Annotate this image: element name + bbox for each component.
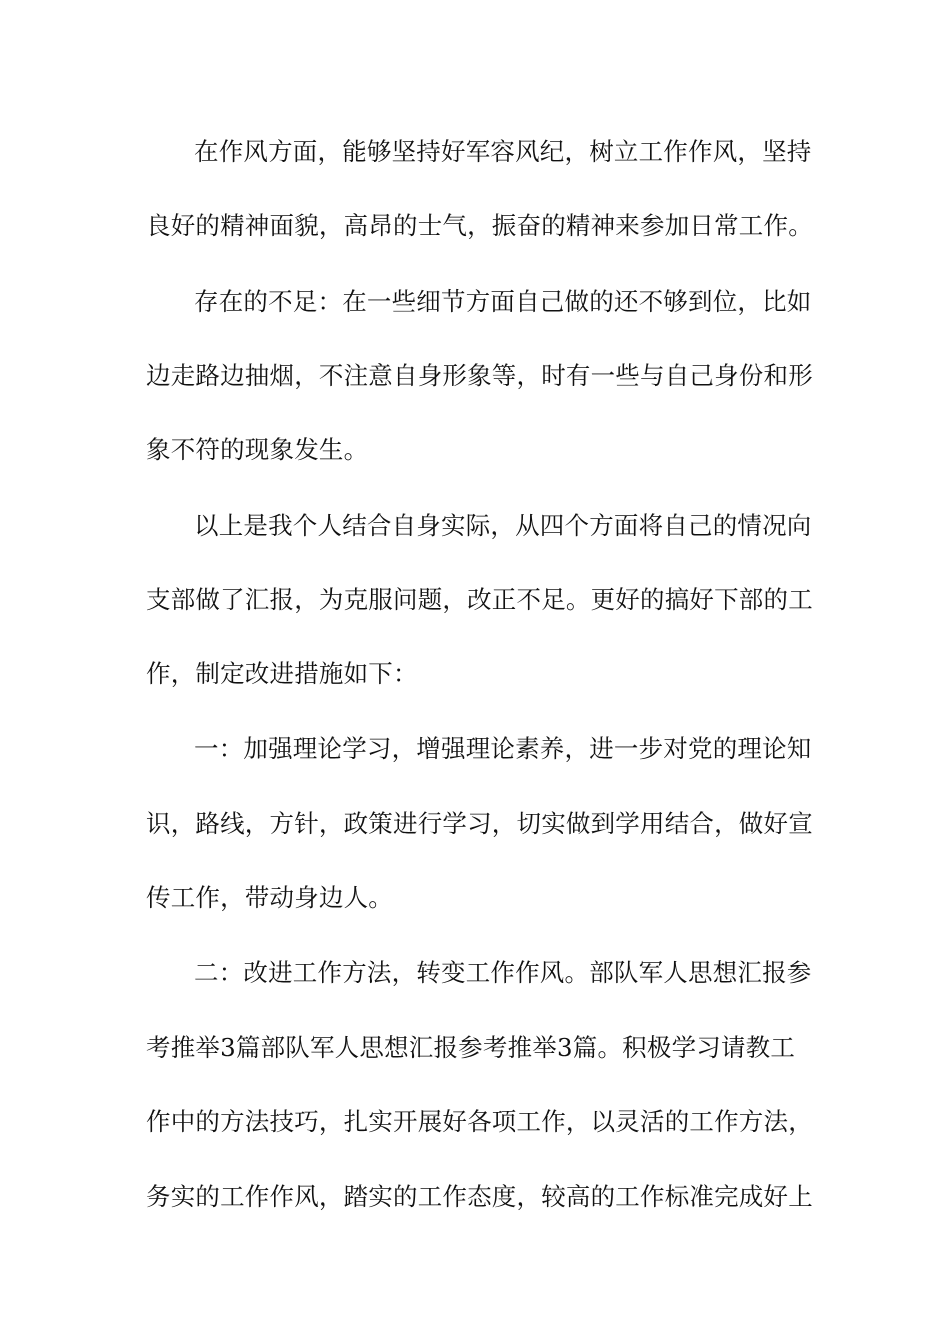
paragraph-line: 作，制定改进措施如下： [146,659,418,688]
paragraph-line: 作中的方法技巧，扎实开展好各项工作，以灵活的工作方法， [146,1107,813,1136]
paragraph-line: 二：改进工作方法，转变工作作风。部队军人思想汇报参 [194,958,812,987]
paragraph-line: 传工作，带动身边人。 [146,883,393,912]
paragraph-line: 象不符的现象发生。 [146,435,369,464]
paragraph-line: 考推举3篇部队军人思想汇报参考推举3篇。积极学习请教工 [146,1033,796,1062]
paragraph-line: 务实的工作作风，踏实的工作态度，较高的工作标准完成好上 [146,1182,813,1211]
paragraph-line: 良好的精神面貌，高昂的士气，振奋的精神来参加日常工作。 [146,211,813,240]
paragraph-line: 支部做了汇报，为克服问题，改正不足。更好的搞好下部的工 [146,585,813,614]
paragraph-line: 一：加强理论学习，增强理论素养，进一步对党的理论知 [194,734,812,763]
paragraph-line: 在作风方面，能够坚持好军容风纪，树立工作作风，坚持 [194,137,812,166]
paragraph-line: 以上是我个人结合自身实际，从四个方面将自己的情况向 [194,511,812,540]
paragraph-line: 识，路线，方针，政策进行学习，切实做到学用结合，做好宣 [146,809,813,838]
paragraph-line: 边走路边抽烟，不注意自身形象等，时有一些与自己身份和形 [146,361,813,390]
paragraph-line: 存在的不足：在一些细节方面自己做的还不够到位，比如 [194,287,812,316]
